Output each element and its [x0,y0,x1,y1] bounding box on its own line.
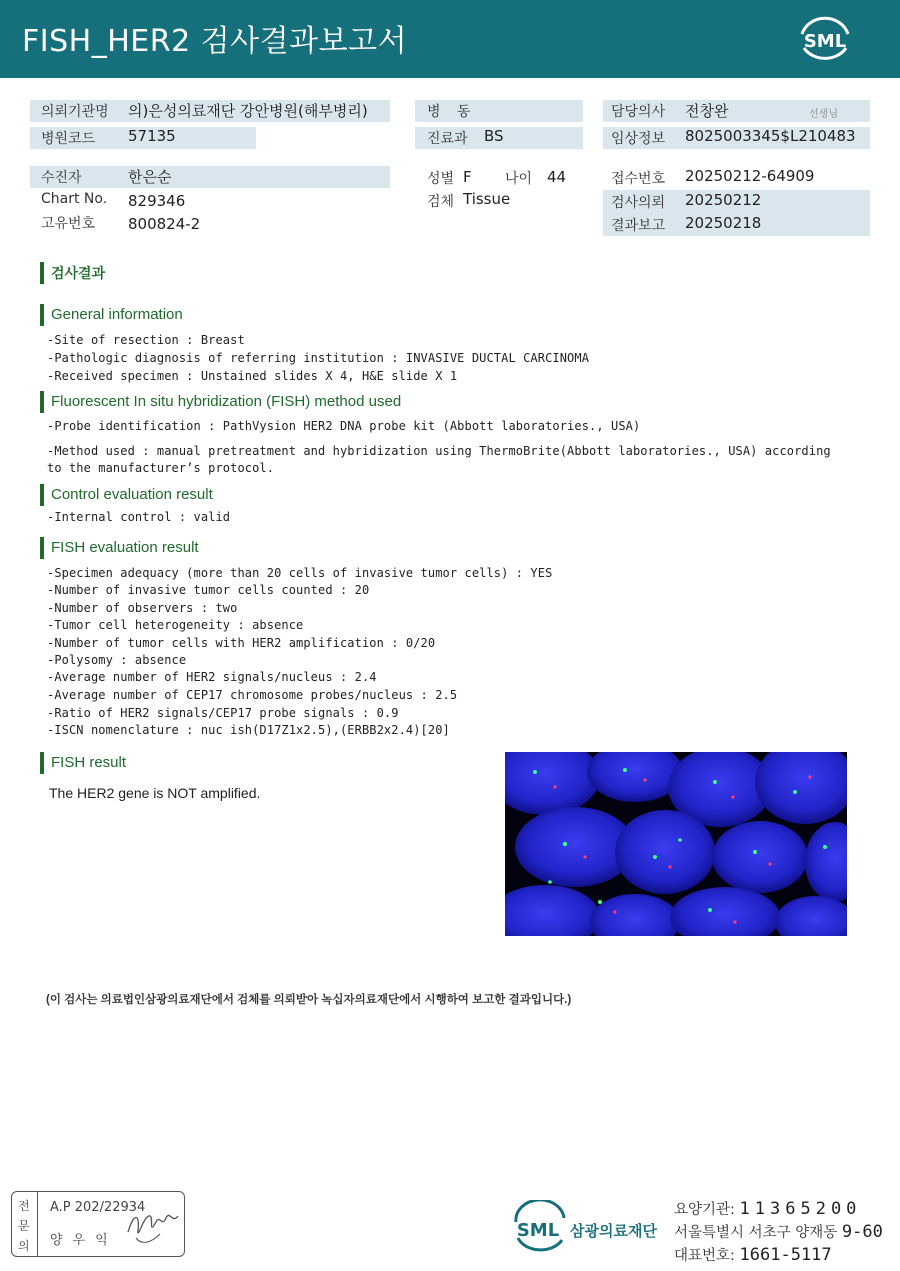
age: 44 [547,168,567,186]
stamp-char: 문 [18,1219,30,1233]
receipt-no: 20250212-64909 [685,167,815,185]
general-line: -Received specimen : Unstained slides X 4, H&E slide X 1 [47,369,458,383]
fish-nuclei-illustration [505,752,847,936]
address-line [674,1221,883,1242]
method-line: -Method used : manual pretreatment and hybridization using ThermoBrite(Abbott laboratories., USA) according [47,444,831,458]
fish-eval-line: -Number of invasive tumor cells counted : 20 [47,583,370,597]
sex: F [463,168,472,186]
stamp-char: 의 [18,1239,30,1253]
method-title: Fluorescent In situ hybridization (FISH) method used [40,391,401,413]
fish-eval-line: -Average number of HER2 signals/nucleus : 2.4 [47,670,377,684]
report-header [0,0,900,78]
report-date: 20250218 [685,214,762,232]
requesting-institution: 의)은성의료재단 강안병원(해부병리) [128,102,368,120]
age-label: 나이 [505,171,533,187]
care-institution-label: 요양기관: [674,1202,735,1218]
org-name: 삼광의료재단 [570,1222,657,1240]
patient-name: 한은순 [128,168,172,186]
fish-eval-line: -Tumor cell heterogeneity : absence [47,618,304,632]
fish-eval-line: -Number of observers : two [47,601,238,615]
fish-result-title: FISH result [40,752,126,774]
fish-eval-line: -Specimen adequacy (more than 20 cells of invasive tumor cells) : YES [47,566,553,580]
unique-no-label: 고유번호 [41,216,96,232]
report-date-label: 결과보고 [611,218,666,234]
phone-label: 대표번호: [674,1248,735,1264]
general-line: -Site of resection : Breast [47,333,245,347]
receipt-no-label: 접수번호 [611,171,666,187]
stamp-name: 양우익 [50,1233,118,1248]
care-institution-line [674,1198,861,1219]
chart-no-label: Chart No. [41,191,108,207]
phone-number: 1661-5117 [739,1245,832,1265]
request-date: 20250212 [685,191,762,209]
clinical-info-label: 임상정보 [611,131,666,147]
fish-eval-line: -Average number of CEP17 chromosome probes/nucleus : 2.5 [47,688,458,702]
method-line: to the manufacturer’s protocol. [47,461,275,475]
fish-eval-line: -Number of tumor cells with HER2 amplification : 0/20 [47,636,436,650]
svg-text:SML: SML [516,1220,560,1241]
requesting-institution-label: 의뢰기관명 [41,104,109,120]
sex-label: 성별 [427,171,455,187]
fish-micrograph-image [505,752,847,936]
fish-result-text: The HER2 gene is NOT amplified. [49,785,261,801]
specimen: Tissue [463,190,511,208]
sml-logo-icon [794,12,856,66]
request-date-label: 검사의뢰 [611,195,666,211]
fish-eval-title: FISH evaluation result [40,537,199,559]
department-label: 진료과 [427,131,468,147]
department: BS [484,127,504,145]
ward-label: 병 동 [427,104,477,120]
fish-eval-line: -Polysomy : absence [47,653,187,667]
results-section-title: 검사결과 [40,262,105,284]
method-line: -Probe identification : PathVysion HER2 DNA probe kit (Abbott laboratories., USA) [47,419,641,433]
clinical-info: 8025003345$L210483 [685,127,856,145]
fish-eval-line: -ISCN nomenclature : nuc ish(D17Z1x2.5),(ERBB2x2.4)[20] [47,723,450,737]
doctor-name: 전창완 [685,102,729,120]
specimen-label: 검체 [427,194,455,210]
control-title: Control evaluation result [40,484,213,506]
unique-no: 800824-2 [128,215,201,233]
stamp-license: A.P 202/22934 [50,1200,146,1215]
general-line: -Pathologic diagnosis of referring institution : INVASIVE DUCTAL CARCINOMA [47,351,590,365]
chart-no: 829346 [128,192,186,210]
general-info-title: General information [40,304,183,326]
address-number: 9-60 [841,1222,883,1242]
hospital-code-label: 병원코드 [41,131,96,147]
signature-icon [122,1202,182,1248]
fish-eval-line: -Ratio of HER2 signals/CEP17 probe signals : 0.9 [47,706,399,720]
control-line: -Internal control : valid [47,510,231,524]
sml-footer-logo-icon [510,1200,570,1256]
report-title: FISH_HER2 검사결과보고서 [22,24,408,59]
doctor-suffix: 선생님 [809,109,838,120]
patient-label: 수진자 [41,170,82,186]
stamp-side [12,1192,38,1256]
pathologist-stamp [11,1191,185,1257]
stamp-char: 전 [18,1199,30,1213]
address-text: 서울특별시 서초구 양재동 [674,1225,838,1241]
referral-note: (이 검사는 의료법인삼광의료재단에서 검체를 의뢰받아 녹십자의료재단에서 시행하여 보고한 결과입니다.) [46,994,572,1006]
info-bar [30,166,390,188]
doctor-label: 담당의사 [611,104,666,120]
svg-text:SML: SML [803,31,847,52]
care-institution-no: 11365200 [739,1199,862,1219]
phone-line [674,1244,832,1265]
hospital-code: 57135 [128,127,176,145]
